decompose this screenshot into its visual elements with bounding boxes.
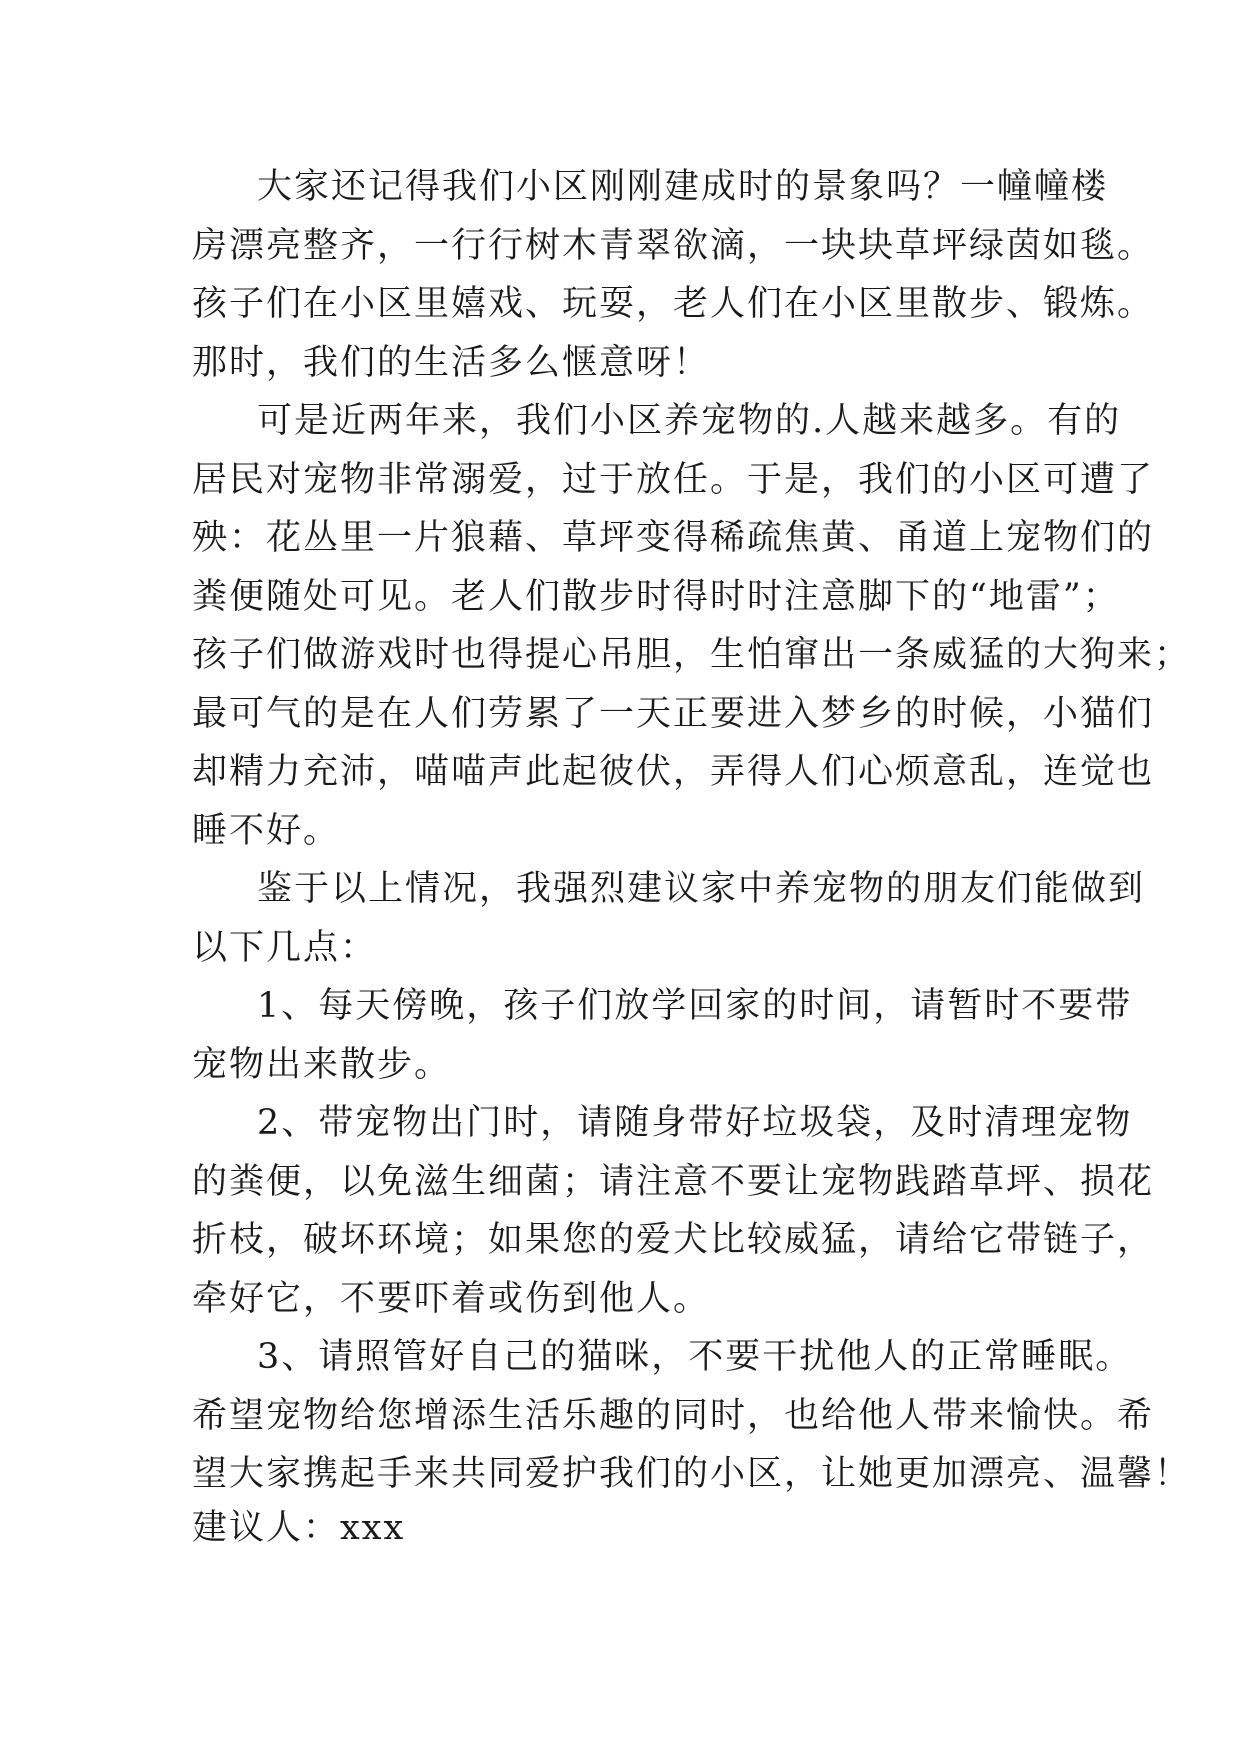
text-line: 希望宠物给您增添生活乐趣的同时，也给他人带来愉快。希 bbox=[192, 1395, 1155, 1436]
text-line: 粪便随处可见。老人们散步时得时时注意脚下的“地雷”； bbox=[192, 576, 1120, 617]
text-line: 宠物出来散步。 bbox=[192, 1044, 452, 1085]
text-line: 可是近两年来，我们小区养宠物的.人越来越多。有的 bbox=[257, 401, 1122, 441]
text-line: 牵好它，不要吓着或伤到他人。 bbox=[192, 1278, 711, 1319]
text-line: 的粪便，以免滋生细菌；请注意不要让宠物践踏草坪、损花 bbox=[192, 1161, 1155, 1202]
text-line: 房漂亮整齐，一行行树木青翠欲滴，一块块草坪绿茵如毯。 bbox=[192, 225, 1155, 266]
text-line: 望大家携起手来共同爱护我们的小区，让她更加漂亮、温馨！ bbox=[192, 1454, 1192, 1494]
text-line: 2、带宠物出门时，请随身带好垃圾袋，及时清理宠物 bbox=[257, 1103, 1133, 1143]
signature-line: 建议人：xxx bbox=[192, 1507, 406, 1548]
text-line: 睡不好。 bbox=[192, 810, 341, 851]
text-line: 那时，我们的生活多么惬意呀！ bbox=[192, 342, 711, 383]
document-body bbox=[192, 158, 1192, 1552]
text-line: 殃：花丛里一片狼藉、草坪变得稀疏焦黄、甬道上宠物们的 bbox=[192, 518, 1155, 558]
text-line: 却精力充沛，喵喵声此起彼伏，弄得人们心烦意乱，连觉也 bbox=[192, 752, 1155, 792]
text-line: 孩子们做游戏时也得提心吊胆，生怕窜出一条威猛的大狗来； bbox=[192, 635, 1192, 675]
text-line: 1、每天傍晚，孩子们放学回家的时间，请暂时不要带 bbox=[257, 986, 1133, 1026]
text-line: 折枝，破坏环境；如果您的爱犬比较威猛，请给它带链子， bbox=[192, 1220, 1155, 1260]
text-line: 3、请照管好自己的猫咪，不要干扰他人的正常睡眠。 bbox=[257, 1337, 1133, 1377]
text-line: 孩子们在小区里嬉戏、玩耍，老人们在小区里散步、锻炼。 bbox=[192, 284, 1155, 324]
text-line: 鉴于以上情况，我强烈建议家中养宠物的朋友们能做到 bbox=[257, 869, 1146, 909]
text-line: 最可气的是在人们劳累了一天正要进入梦乡的时候，小猫们 bbox=[192, 693, 1155, 734]
text-line: 大家还记得我们小区刚刚建成时的景象吗？一幢幢楼 bbox=[257, 167, 1109, 207]
text-line: 居民对宠物非常溺爱，过于放任。于是，我们的小区可遭了 bbox=[192, 459, 1155, 500]
text-line: 以下几点： bbox=[192, 927, 378, 968]
